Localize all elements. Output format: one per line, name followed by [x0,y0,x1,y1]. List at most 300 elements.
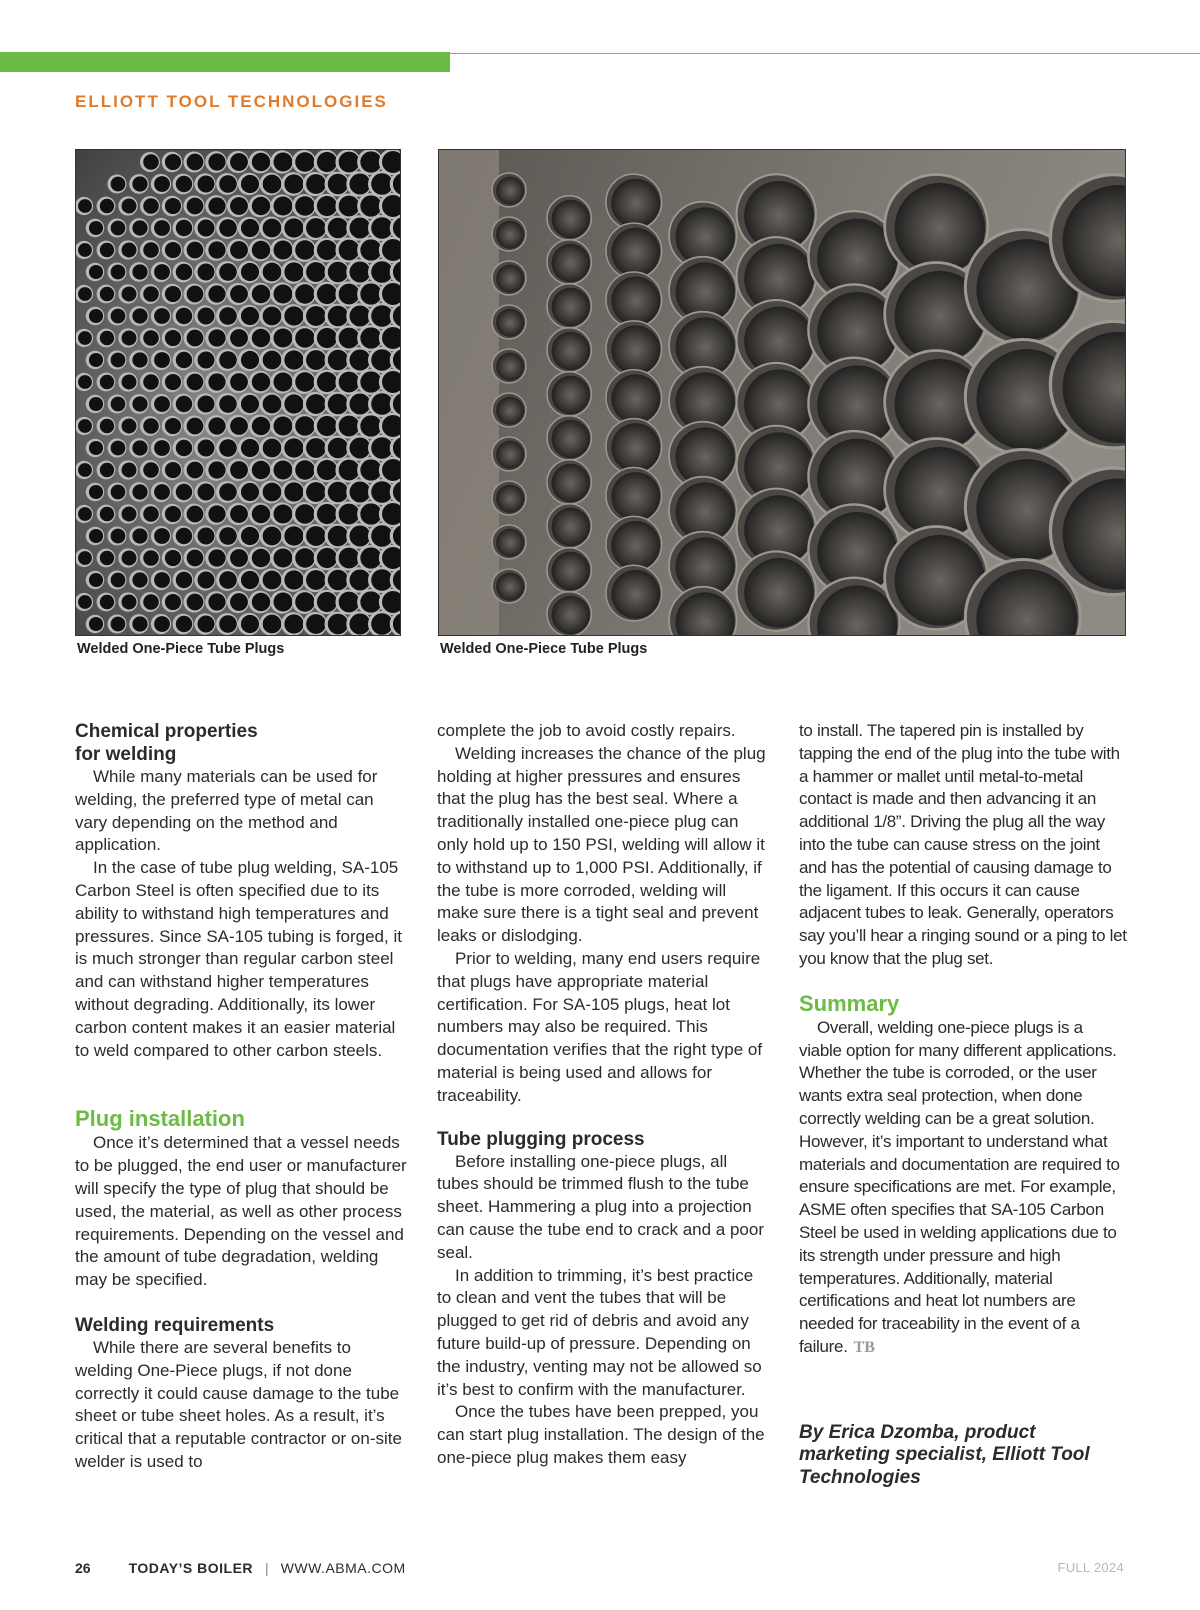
tube-hole [611,228,660,277]
tube-hole [339,372,360,393]
tube-hole [100,375,114,389]
tube-hole [208,373,225,390]
tube-hole [132,528,147,543]
tube-hole [306,438,326,458]
tube-hole [230,505,248,523]
tube-hole [219,483,237,501]
tube-hole [371,437,393,459]
tube-hole [306,306,326,326]
tube-hole [100,595,114,609]
tube-hole [328,174,348,194]
tube-hole [744,558,814,628]
tube-hole [208,505,225,522]
tube-hole [284,614,303,633]
tube-hole [198,308,215,325]
paragraph: In the case of tube plug welding, SA-105 Carbon Steel is often specified due to its ability to withstand high temperatures and pressures. Since SA-105 tubing is forged, it is much stronger than regular carbon steel and can withstand higher temperatures without degrading. Additionally, its lower carbon content makes it an easier material to weld compared to other carbon steels. [75,858,402,1060]
end-mark: TB [853,1338,875,1356]
tube-hole [111,353,126,368]
tube-hole [219,263,237,281]
paragraph: complete the job to avoid costly repairs. [437,721,736,740]
tube-hole [165,242,181,258]
article-column-1 [75,720,410,1474]
tube-hole [263,263,282,282]
tube-sheet-closeup-photo [438,149,1126,636]
tube-hole [339,196,360,217]
page-number: 26 [75,1560,91,1576]
tube-hole [208,593,225,610]
tube-hole [273,372,292,391]
tube-hole [241,483,259,501]
photo-caption-left: Welded One-Piece Tube Plugs [77,641,285,657]
tube-hole [143,462,159,478]
tube-hole [273,152,292,171]
tube-hole [187,330,204,347]
tube-hole [208,549,225,566]
tube-hole [611,423,660,472]
paragraph: Once the tubes have been prepped, you can start plug installation. The design of the one-piece plug makes them easy [437,1402,765,1467]
tube-hole [241,307,259,325]
paragraph: While many materials can be used for welding, the preferred type of metal can vary depending on the method and application. [75,767,378,855]
tube-hole [263,395,282,414]
tube-hole [284,350,303,369]
magazine-name: TODAY’S BOILER [128,1560,254,1576]
tube-hole [611,374,660,423]
tube-hole [208,241,225,258]
tube-hole [111,177,126,192]
tube-hole [306,262,326,282]
tube-hole [295,504,315,524]
tube-hole [552,552,590,590]
tube-hole [339,416,360,437]
tube-hole [349,437,370,458]
paragraph: Welding increases the chance of the plug holding at higher pressures and ensures that the plug has the best seal. Where a traditionally installed one-piece plug can only hold up to 150 PSI, welding will allow it to withstand up to 1,000 PSI. Additionally, if the tube is more corroded, welding will make sure there is a tight seal and prevent leaks or dislodging. [437,743,766,946]
tube-hole [198,440,215,457]
tube-hole [328,482,348,502]
tube-hole [241,615,259,633]
tube-hole [611,472,660,521]
tube-hole [154,176,170,192]
tube-hole [371,305,393,327]
tube-hole [187,286,204,303]
tube-hole [371,217,393,239]
tube-hole [496,573,524,601]
tube-hole [132,308,147,323]
tube-hole [165,550,181,566]
paragraph: While there are several benefits to welding One-Piece plugs, if not done correctly it could cause damage to the tube sheet or tube sheet holes. As a result, it’s critical that a reputable contractor or on-site welder is used to [75,1337,402,1471]
tube-hole [273,460,292,479]
tube-hole [176,308,192,324]
tube-hole [176,440,192,456]
tube-hole [496,485,524,513]
tube-hole [496,265,524,293]
tube-hole [328,394,348,414]
heading-summary: Summary [799,990,900,1016]
tube-hole [263,175,282,194]
tube-hole [100,287,114,301]
tube-hole [78,243,92,257]
tube-hole [273,592,292,611]
footer-url[interactable]: WWW.ABMA.COM [280,1560,406,1576]
tube-hole [241,527,259,545]
tube-hole [284,174,303,193]
tube-hole [284,394,303,413]
tube-hole [371,613,393,635]
tube-hole [295,416,315,436]
tube-hole [122,375,137,390]
tube-hole [252,549,270,567]
photo-caption-right: Welded One-Piece Tube Plugs [440,641,648,657]
tube-hole [611,325,660,374]
tube-hole [176,220,192,236]
tube-hole [284,262,303,281]
tube-hole [132,176,147,191]
tube-hole [328,526,348,546]
tube-hole [154,440,170,456]
tube-hole [122,463,137,478]
tube-hole [230,285,248,303]
tube-hole [219,175,237,193]
tube-hole [317,504,337,524]
tube-hole [306,218,326,238]
tube-hole [78,507,92,521]
tube-hole [132,220,147,235]
tube-hole [349,569,370,590]
tube-hole [122,419,137,434]
tube-hole [230,241,248,259]
tube-hole [198,572,215,589]
tube-hole [154,396,170,412]
tube-hole [496,221,524,249]
tube-hole [273,416,292,435]
tube-hole [122,243,137,258]
tube-hole [252,461,270,479]
tube-hole [284,438,303,457]
tube-hole [273,328,292,347]
tube-hole [208,329,225,346]
tube-hole [552,376,590,414]
tube-hole [143,374,159,390]
tube-hole [122,507,137,522]
tube-hole [187,374,204,391]
tube-hole [187,198,204,215]
tube-hole [241,571,259,589]
author-byline: By Erica Dzomba, product marketing specialist, Elliott Tool Technologies [799,1421,1090,1488]
tube-hole [132,352,147,367]
tube-hole [360,503,381,524]
tube-hole [154,572,170,588]
tube-hole [111,309,126,324]
tube-hole [165,198,181,214]
tube-hole [496,529,524,557]
tube-hole [154,616,170,632]
tube-hole [187,462,204,479]
tube-hole [154,528,170,544]
tube-hole [143,286,159,302]
tube-hole [306,482,326,502]
tube-hole [295,548,315,568]
tube-hole [176,528,192,544]
tube-hole [219,571,237,589]
tube-hole [165,154,181,170]
tube-hole [339,460,360,481]
tube-hole [371,481,393,503]
tube-hole [187,418,204,435]
tube-hole [154,220,170,236]
tube-hole [198,484,215,501]
tube-hole [111,221,126,236]
tube-hole [132,264,147,279]
heading-plug-installation: Plug installation [75,1106,245,1132]
tube-hole [263,307,282,326]
tube-hole [360,591,381,612]
tube-hole [371,525,393,547]
tube-hole [198,220,215,237]
tube-hole [219,439,237,457]
tube-hole [328,570,348,590]
tube-hole [263,571,282,590]
tube-hole [552,464,590,502]
section-brand: ELLIOTT TOOL TECHNOLOGIES [75,92,388,111]
tube-hole [349,305,370,326]
tube-hole [143,198,159,214]
tube-hole [360,151,381,172]
tube-hole [371,173,393,195]
tube-hole [176,484,192,500]
tube-hole [360,239,381,260]
tube-hole [143,154,159,170]
tube-hole [219,219,237,237]
tube-hole [89,485,103,499]
tube-hole [317,372,337,392]
paragraph: Overall, welding one-piece plugs is a viable option for many different applications. Whether the tube is corroded, or the user wants extra seal protection, when done correctly welding can be a great solution. However, it’s important to understand what materials and documentation are required to ensure specifications are met. For example, ASME often specifies that SA-105 Carbon Steel be used in welding applications due to its strength under pressure and high temperatures. Additionally, material certifications and heat lot numbers are needed for traceability in the event of a failure. TB [799,1017,1120,1356]
tube-hole [241,395,259,413]
tube-hole [132,484,147,499]
tube-hole [295,328,315,348]
tube-hole [132,616,147,631]
tube-hole [496,177,524,205]
tube-hole [154,308,170,324]
tube-hole [187,506,204,523]
tube-hole [187,550,204,567]
tube-hole [89,353,103,367]
tube-hole [317,240,337,260]
tube-hole [78,419,92,433]
tube-hole [371,569,393,591]
tube-hole [252,329,270,347]
tube-hole [122,287,137,302]
tube-hole [552,288,590,326]
tube-hole [317,284,337,304]
tube-hole [100,551,114,565]
tube-hole [100,243,114,257]
tube-hole [252,241,270,259]
tube-hole [263,615,282,634]
paragraph: Before installing one-piece plugs, all tubes should be trimmed flush to the tube sheet. Hammering a plug into a projection can cause the tube end to crack and a poor seal. [437,1151,765,1262]
tube-hole [328,262,348,282]
tube-hole [349,217,370,238]
tube-hole [176,264,192,280]
tube-hole [371,349,393,371]
tube-hole [328,614,348,634]
tube-hole [295,152,315,172]
tube-hole [552,332,590,370]
tube-hole [252,505,270,523]
tube-hole [263,351,282,370]
tube-hole [349,261,370,282]
tube-hole [295,372,315,392]
tube-hole [230,417,248,435]
tube-hole [252,285,270,303]
tube-hole [611,179,660,228]
tube-hole [317,460,337,480]
tube-hole [230,153,248,171]
tube-hole [360,195,381,216]
tube-hole [328,350,348,370]
header-rule [450,53,1200,54]
tube-hole [241,175,259,193]
tube-hole [496,309,524,337]
tube-hole [198,396,215,413]
tube-hole [100,199,114,213]
tube-sheet-closeup-graphic [439,150,1125,635]
tube-hole [339,592,360,613]
tube-hole [198,616,215,633]
tube-hole [306,174,326,194]
footer-separator: | [265,1560,269,1576]
paragraph: to install. The tapered pin is installed by tapping the end of the plug into the tube with a hammer or mallet until metal-to-metal contact is made and then advancing it an additional 1/8”. Driving the plug all the way into the tube can cause stress on the joint and has the potential of causing damage to the ligament. If this occurs it can cause adjacent tubes to leak. Generally, operators say you’ll hear a ringing sound or a ping to let you know that the plug set. [799,721,1127,968]
paragraph: In addition to trimming, it’s best practice to clean and vent the tubes that will be plugged to get rid of debris and avoid any future build-up of pressure. Depending on the industry, venting may not be allowed so it’s best to confirm with the manufacturer. [437,1265,762,1399]
tube-hole [263,483,282,502]
tube-hole [306,614,326,634]
tube-hole [263,527,282,546]
tube-hole [89,573,103,587]
tube-hole [122,595,137,610]
tube-hole [273,548,292,567]
tube-hole [100,463,114,477]
tube-hole [241,439,259,457]
tube-hole [111,441,126,456]
tube-sheet-photo-graphic [76,150,400,635]
tube-hole [241,219,259,237]
tube-hole [89,221,103,235]
tube-hole [165,330,181,346]
tube-hole [143,550,159,566]
heading-welding-requirements: Welding requirements [75,1314,275,1336]
tube-hole [349,173,370,194]
tube-hole [111,485,126,500]
tube-hole [263,439,282,458]
tube-hole [295,196,315,216]
tube-hole [496,353,524,381]
tube-hole [176,352,192,368]
tube-hole [219,395,237,413]
tube-hole [317,548,337,568]
tube-hole [552,596,590,634]
tube-hole [132,440,147,455]
tube-hole [339,504,360,525]
tube-hole [198,352,215,369]
tube-hole [284,218,303,237]
tube-hole [208,285,225,302]
tube-hole [89,441,103,455]
tube-hole [496,441,524,469]
tube-hole [349,481,370,502]
tube-hole [111,617,126,632]
tube-hole [143,330,159,346]
tube-hole [328,438,348,458]
tube-hole [219,351,237,369]
tube-hole [360,415,381,436]
tube-hole [230,549,248,567]
tube-hole [306,526,326,546]
tube-hole [284,482,303,501]
tube-hole [100,331,114,345]
tube-hole [611,521,660,570]
tube-hole [89,309,103,323]
tube-hole [295,284,315,304]
tube-hole [132,572,147,587]
tube-hole [360,283,381,304]
tube-hole [360,327,381,348]
tube-hole [132,396,147,411]
tube-hole [273,240,292,259]
tube-hole [295,460,315,480]
tube-hole [100,419,114,433]
tube-hole [143,242,159,258]
tube-hole [111,397,126,412]
tube-hole [89,397,103,411]
tube-hole [78,551,92,565]
tube-hole [187,154,204,171]
tube-hole [143,418,159,434]
tube-hole [122,331,137,346]
tube-hole [154,352,170,368]
tube-hole [208,461,225,478]
page-footer [75,1560,406,1576]
tube-hole [143,594,159,610]
tube-hole [165,506,181,522]
tube-hole [273,504,292,523]
tube-hole [208,153,225,170]
tube-hole [230,593,248,611]
tube-hole [252,417,270,435]
tube-hole [241,351,259,369]
tube-hole [176,396,192,412]
tube-hole [89,529,103,543]
tube-hole [165,374,181,390]
tube-hole [230,461,248,479]
tube-hole [89,617,103,631]
tube-hole [349,613,370,634]
tube-hole [552,244,590,282]
header-accent-bar [0,52,450,72]
tube-hole [111,529,126,544]
tube-hole [154,484,170,500]
tube-hole [252,373,270,391]
tube-hole [176,572,192,588]
tube-hole [230,329,248,347]
tube-hole [143,506,159,522]
paragraph: Prior to welding, many end users require that plugs have appropriate material certification. For SA-105 plugs, heat lot numbers may also be required. This documentation verifies that the right type of material is being used and allows for traceability. [437,948,763,1105]
tube-hole [187,594,204,611]
tube-hole [317,152,337,172]
tube-hole [252,593,270,611]
tube-hole [111,265,126,280]
article-column-3 [799,720,1129,1489]
tube-hole [360,547,381,568]
tube-hole [263,219,282,238]
tube-hole [339,548,360,569]
